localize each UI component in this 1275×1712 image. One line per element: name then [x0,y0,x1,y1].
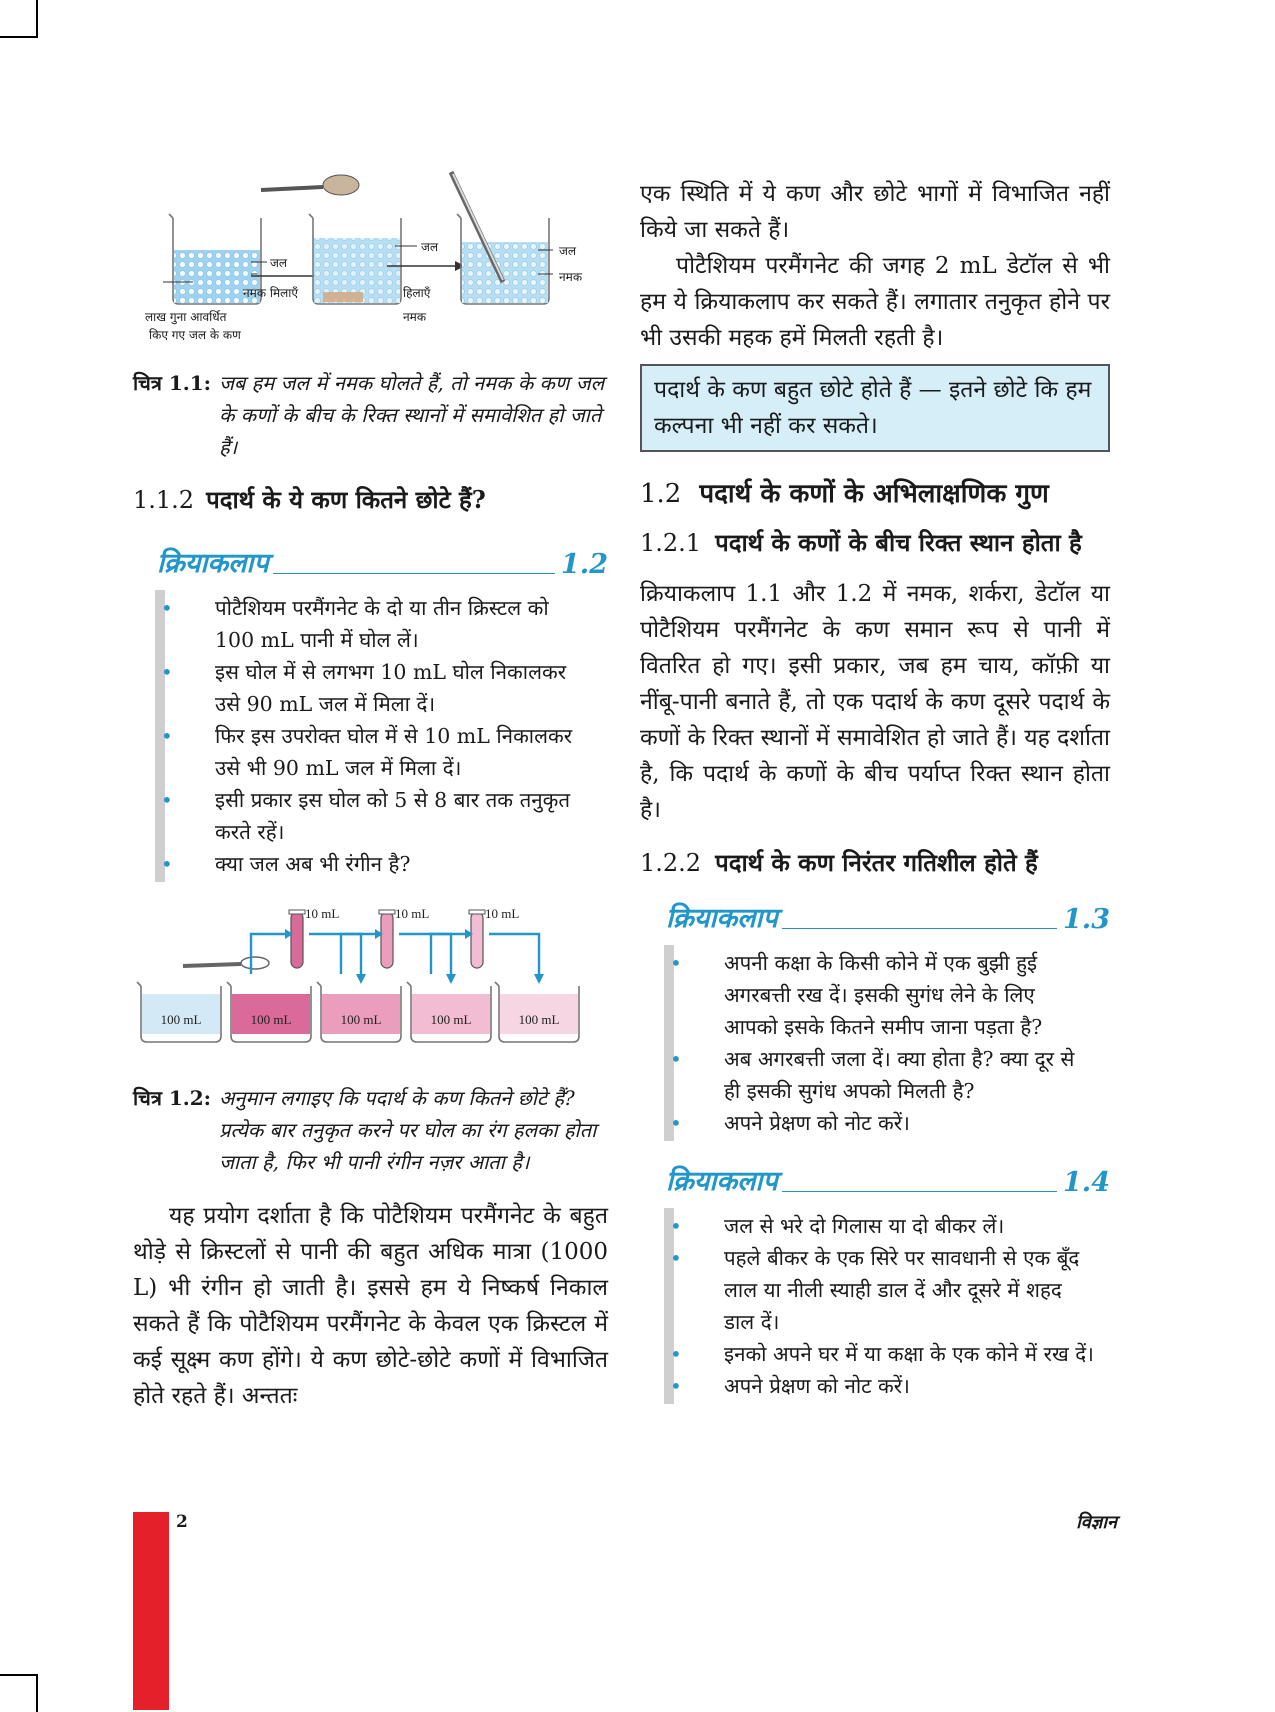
test-tube-label: 10 mL [305,906,340,921]
fig1-label-salt2: नमक [403,310,427,324]
fig1-label-add-salt: नमक मिलाएँ [243,286,299,300]
transfer-arrow-down [399,934,451,976]
test-tube-rim [469,910,485,914]
arrow-head [356,974,366,984]
test-tube-label: 10 mL [395,906,430,921]
beaker-label: 100 mL [160,1012,202,1027]
activity-1-2-rule [273,573,555,574]
section-1-2-title: पदार्थ के कणों के अभिलाक्षणिक गुण [699,479,1049,509]
activity-1-2-title: क्रियाकलाप [157,548,269,579]
section-1-2-1-number: 1.2.1 [640,529,702,557]
section-1-2-1-heading [640,524,1110,562]
beaker-lip [227,982,231,986]
beaker-lip [495,982,499,986]
fig1-label-water1: जल [270,256,288,270]
spoon-handle [183,964,241,966]
activity-1-2-item: • पोटैशियम परमैंगनेट के दो या तीन क्रिस्टल को 100 mL पानी में घोल लें। [165,592,595,656]
activity-1-4-title: क्रियाकलाप [666,1166,778,1197]
activity-1-2-item: • फिर इस उपरोक्त घोल में से 10 mL निकालकर उसे भी 90 mL जल में मिला दें। [165,720,595,784]
activity-1-4-item: • जल से भरे दो गिलास या दो बीकर लें। [674,1210,1104,1242]
fig1-label-particles2: किए गए जल के कण [149,328,241,342]
beaker-label: 100 mL [340,1012,382,1027]
arrow-head [534,974,544,984]
fig1-label-stir: हिलाएँ [403,286,431,300]
figure-1-1-caption-label: चित्र 1.1: [133,371,212,395]
section-1-2-heading [640,474,1110,514]
activity-1-3-item: • अब अगरबत्ती जला दें। क्या होता है? क्या दूर से ही इसकी सुगंध अपको मिलती है? [674,1043,1104,1107]
activity-1-4-item: • अपने प्रेक्षण को नोट करें। [674,1370,1104,1402]
activity-1-3-item: • अपनी कक्षा के किसी कोने में एक बुझी हुई अगरबत्ती रख दें। इसकी सुगंध लेने के लिए आपको इसके कितने समीप जाना पड़ता है? [674,947,1104,1043]
activity-1-4-list [664,1208,1104,1404]
activity-1-3-heading [640,898,1110,935]
test-tube-rim [289,910,305,914]
left-paragraph: यह प्रयोग दर्शाता है कि पोटैशियम परमैंगनेट के बहुत थोड़े से क्रिस्टलों से पानी की बहुत अधिक मात्रा (1000 L) भी रंगीन हो जाती है। इससे हम ये निष्कर्ष निकाल सकते हैं कि पोटैशियम परमैंगनेट के केवल एक क्रिस्टल में कई सूक्ष्म कण होंगे। ये कण छोटे-छोटे कणों में विभाजित होते रहते हैं। अन्ततः [133,1203,608,1409]
figure-1-2-illustration [133,904,608,1064]
activity-1-4-number: 1.4 [1063,1167,1110,1198]
section-1-2-2-heading [640,844,1110,882]
beaker-label: 100 mL [430,1012,472,1027]
figure-1-2-caption [133,1082,608,1178]
activity-1-4-item: • इनको अपने घर में या कक्षा के एक कोने में रख दें। [674,1338,1104,1370]
figure-1-2 [133,904,608,1064]
section-1-2-2-title: पदार्थ के कण निरंतर गतिशील होते हैं [715,848,1038,877]
crop-mark-bottom [0,1674,38,1712]
transfer-arrow-down [309,934,361,976]
activity-1-3-title: क्रियाकलाप [666,903,778,934]
right-paragraph-1: एक स्थिति में ये कण और छोटे भागों में विभाजित नहीं किये जा सकते हैं। [640,181,1110,243]
footer-red-bar [133,1512,169,1710]
test-tube [381,912,393,968]
section-1-1-2-title: पदार्थ के ये कण कितने छोटे हैं? [206,485,486,514]
page-number: 2 [176,1512,188,1532]
crop-mark-top [0,0,38,38]
activity-1-4-rule [782,1191,1057,1192]
test-tube [471,912,483,968]
test-tube-rim [379,910,395,914]
transfer-arrow-up [431,934,465,974]
beaker-lip [137,982,141,986]
left-column [133,170,608,1414]
beaker-lip [407,982,411,986]
beaker-label: 100 mL [518,1012,560,1027]
beaker-label: 100 mL [250,1012,292,1027]
fig1-label-water3: जल [559,244,577,258]
activity-1-2-item: • इसी प्रकार इस घोल को 5 से 8 बार तक तनुकृत करते रहें। [165,784,595,848]
right-paragraph-2: पोटैशियम परमैंगनेट की जगह 2 mL डेटॉल से भी हम ये क्रियाकलाप कर सकते हैं। लगातार तनुकृत होने पर भी उसकी महक हमें मिलती रहती है। [640,253,1110,351]
section-1-2-number: 1.2 [640,479,682,509]
right-column [640,176,1110,1404]
activity-1-2-heading [133,543,608,580]
figure-1-2-caption-text: अनुमान लगाइए कि पदार्थ के कण कितने छोटे हैं? प्रत्येक बार तनुकृत करने पर घोल का रंग हलका होता जाता है, फिर भी पानी रंगीन नज़र आता है। [219,1086,597,1174]
activity-1-3-item: • अपने प्रेक्षण को नोट करें। [674,1107,1104,1139]
key-point-box: पदार्थ के कण बहुत छोटे होते हैं — इतने छोटे कि हम कल्पना भी नहीं कर सकते। [640,364,1110,452]
activity-1-4-item: • पहले बीकर के एक सिरे पर सावधानी से एक बूँद लाल या नीली स्याही डाल दें और दूसरे में शहद डाल दें। [674,1242,1104,1338]
subject-name: विज्ञान [1076,1512,1117,1533]
test-tube-label: 10 mL [485,906,520,921]
activity-1-2-list [155,590,595,882]
transfer-arrow-up [341,934,375,974]
fig1-label-water2: जल [421,240,439,254]
activity-1-3-number: 1.3 [1063,904,1110,935]
figure-1-1-caption [133,367,608,463]
activity-1-2-number: 1.2 [561,549,608,580]
activity-1-2-item: • इस घोल में से लगभग 10 mL घोल निकालकर उसे 90 mL जल में मिला दें। [165,656,595,720]
section-1-2-1-title: पदार्थ के कणों के बीच रिक्त स्थान होता है [715,528,1082,557]
activity-1-3-list [664,945,1104,1141]
beaker-lip [317,982,321,986]
section-1-2-2-number: 1.2.2 [640,849,702,877]
right-paragraph-3: क्रियाकलाप 1.1 और 1.2 में नमक, शर्करा, डेटॉल या पोटैशियम परमैंगनेट के कण समान रूप से पानी में वितरित हो गए। इसी प्रकार, जब हम चाय, कॉफ़ी या नींबू-पानी बनाते हैं, तो एक पदार्थ के कण दूसरे पदार्थ के कणों के रिक्त स्थानों में समावेशित हो जाते हैं। यह दर्शाता है, कि पदार्थ के कणों के बीच पर्याप्त रिक्त स्थान होता है। [640,581,1110,823]
fig1-label-particles: लाख गुना आवर्धित [145,310,227,324]
figure-1-1 [133,170,608,345]
activity-1-2-item: • क्या जल अब भी रंगीन है? [165,848,595,880]
section-1-1-2-heading [133,481,608,519]
activity-1-3-rule [782,928,1057,929]
figure-1-1-caption-text: जब हम जल में नमक घोलते हैं, तो नमक के कण जल के कणों के बीच के रिक्त स्थानों में समावेशित हो जाते हैं। [219,371,605,459]
figure-1-2-caption-label: चित्र 1.2: [133,1086,212,1110]
test-tube [291,912,303,968]
transfer-arrow-down [489,934,539,976]
spoon-bowl [241,957,269,969]
fig1-label-salt3: नमक [559,270,583,284]
section-1-1-2-number: 1.1.2 [133,486,195,514]
arrow-head [446,974,456,984]
activity-1-4-heading [640,1161,1110,1198]
